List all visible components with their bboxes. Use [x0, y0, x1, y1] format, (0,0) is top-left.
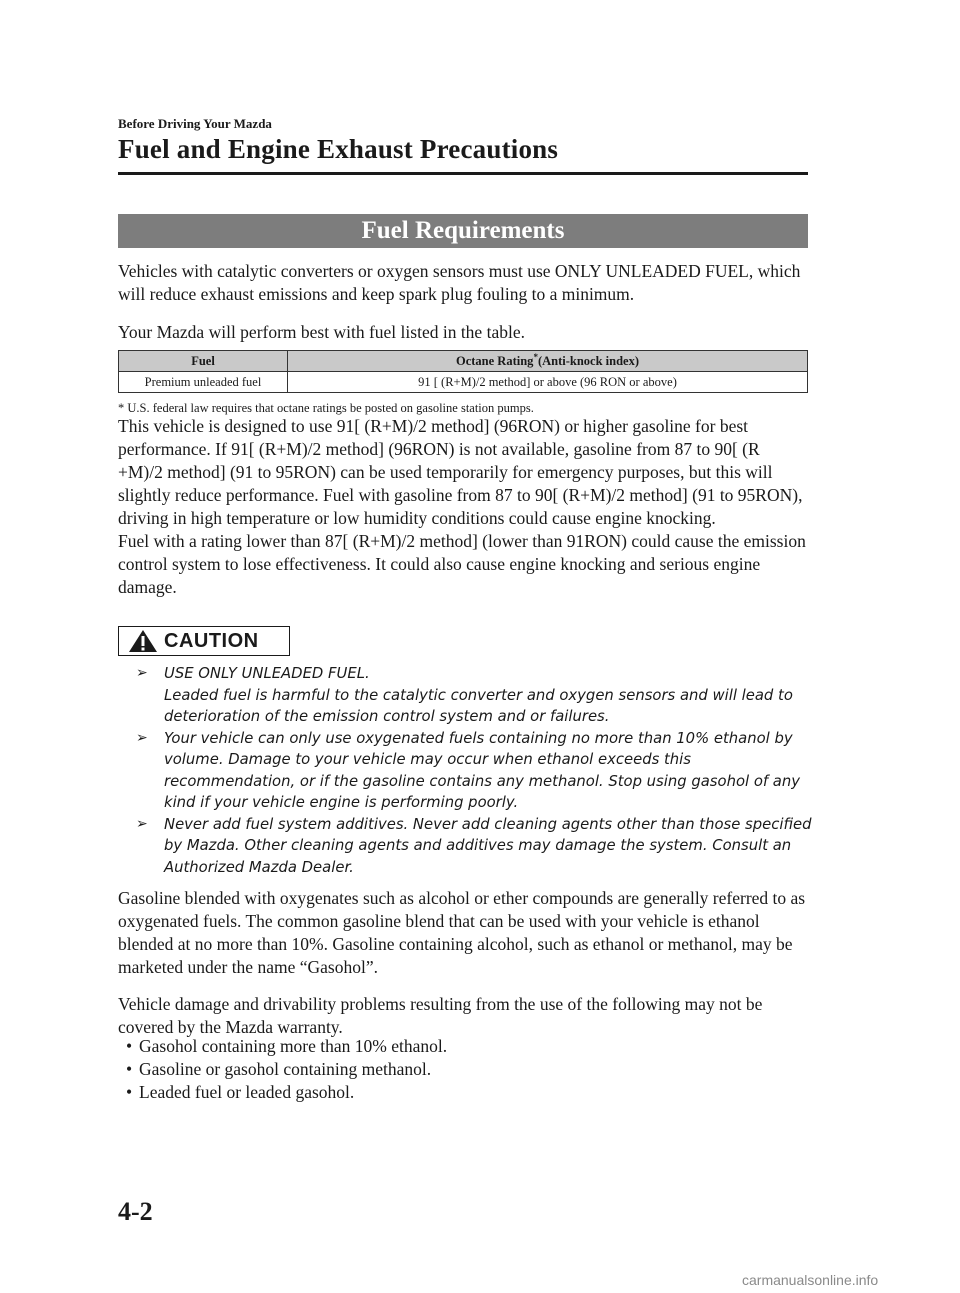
table-header-fuel: Fuel — [119, 351, 288, 372]
footnote: * U.S. federal law requires that octane ratings be posted on gasoline station pumps. — [118, 401, 534, 415]
caution-item-body: Leaded fuel is harmful to the catalytic converter and oxygen sensors and will lead to deterioration of the emission control system and or failures. — [164, 686, 793, 725]
caution-list — [136, 663, 816, 878]
section-label: Before Driving Your Mazda — [118, 116, 272, 131]
watermark-link[interactable]: carmanualsonline.info — [742, 1272, 879, 1288]
list-item — [136, 728, 816, 814]
arrow-bullet-icon: ➢ — [136, 665, 148, 681]
octane-label: Octane Rating — [456, 354, 534, 369]
footnote-marker: * — [533, 352, 538, 363]
bullet-dot-icon: • — [126, 1082, 133, 1102]
bullet-dot-icon: • — [126, 1059, 133, 1079]
table-row — [119, 372, 808, 393]
arrow-bullet-icon: ➢ — [136, 815, 148, 832]
warranty-bullet-list — [126, 1035, 447, 1104]
list-item — [126, 1058, 447, 1081]
oxygenates-paragraph: Gasoline blended with oxygenates such as alcohol or ether compounds are generally referred to as oxygenated fuels. The common gasoline blend that can be used with your vehicle is ethanol blended at no more than 10%. Gasoline containing alcohol, such as ethanol or methanol, may be marketed under the name “Gasohol”. — [118, 888, 806, 977]
bullet-dot-icon: • — [126, 1036, 133, 1056]
low-rating-text: Fuel with a rating lower than 87[ (R+M)/2 method] (lower than 91RON) could cause the emission control system to lose effectiveness. It could also cause engine knocking and serious engine damage. — [118, 531, 806, 597]
list-item — [136, 663, 816, 728]
list-item — [126, 1081, 447, 1104]
bullet-text: Gasoline or gasohol containing methanol. — [139, 1059, 432, 1079]
list-item — [126, 1035, 447, 1058]
caution-item-title: USE ONLY UNLEADED FUEL. — [164, 665, 370, 682]
fuel-table — [118, 350, 808, 393]
octane-paragraph — [118, 415, 808, 599]
octane-index-label: (Anti-knock index) — [537, 354, 639, 369]
warranty-paragraph: Vehicle damage and drivability problems resulting from the use of the following may not be covered by the Mazda warranty. — [118, 994, 763, 1037]
caution-label: CAUTION — [164, 630, 259, 652]
list-item — [136, 814, 816, 879]
table-header-row — [119, 351, 808, 372]
caution-item-body: Never add fuel system additives. Never add cleaning agents other than those specified by Mazda. Other cleaning agents and additives may damage the system. Consult an Authorized Mazda Dealer. — [164, 815, 812, 876]
table-cell-fuel: Premium unleaded fuel — [119, 372, 288, 393]
intro-paragraph: Vehicles with catalytic converters or oxygen sensors must use ONLY UNLEADED FUEL, which will reduce exhaust emissions and keep spark plug fouling to a minimum. — [118, 261, 801, 304]
table-intro-paragraph: Your Mazda will perform best with fuel listed in the table. — [118, 322, 525, 342]
caution-item-body: Your vehicle can only use oxygenated fuels containing no more than 10% ethanol by volume. Damage to your vehicle may occur when ethanol exceeds this recommendation, or if the gasoline contains any methanol. Stop using gasohol of any kind if your vehicle engine is performing poorly. — [164, 729, 800, 811]
section-banner: Fuel Requirements — [118, 214, 808, 248]
table-header-octane — [288, 351, 808, 372]
arrow-bullet-icon: ➢ — [136, 729, 148, 746]
bullet-text: Leaded fuel or leaded gasohol. — [139, 1082, 355, 1102]
octane-text: This vehicle is designed to use 91[ (R+M)/2 method] (96RON) or higher gasoline for best performance. If 91[ (R+M)/2 method] (96RON) is not available, gasoline from 87 to 90[ (R +M)/2 method] (91 to 95RON) can be used temporarily for emergency purposes, but this will slightly reduce performance. Fuel with gasoline from 87 to 90[ (R+M)/2 method] (91 to 95RON), driving in high temperature or low humidity conditions could cause engine knocking. — [118, 416, 803, 528]
caution-label-box — [118, 626, 290, 656]
title-rule — [118, 172, 808, 175]
chapter-title: Fuel and Engine Exhaust Precautions — [118, 134, 559, 164]
page-number: 4-2 — [118, 1197, 153, 1226]
warning-triangle-icon — [128, 629, 158, 653]
bullet-text: Gasohol containing more than 10% ethanol. — [139, 1036, 448, 1056]
table-cell-octane: 91 [ (R+M)/2 method] or above (96 RON or above) — [288, 372, 808, 393]
